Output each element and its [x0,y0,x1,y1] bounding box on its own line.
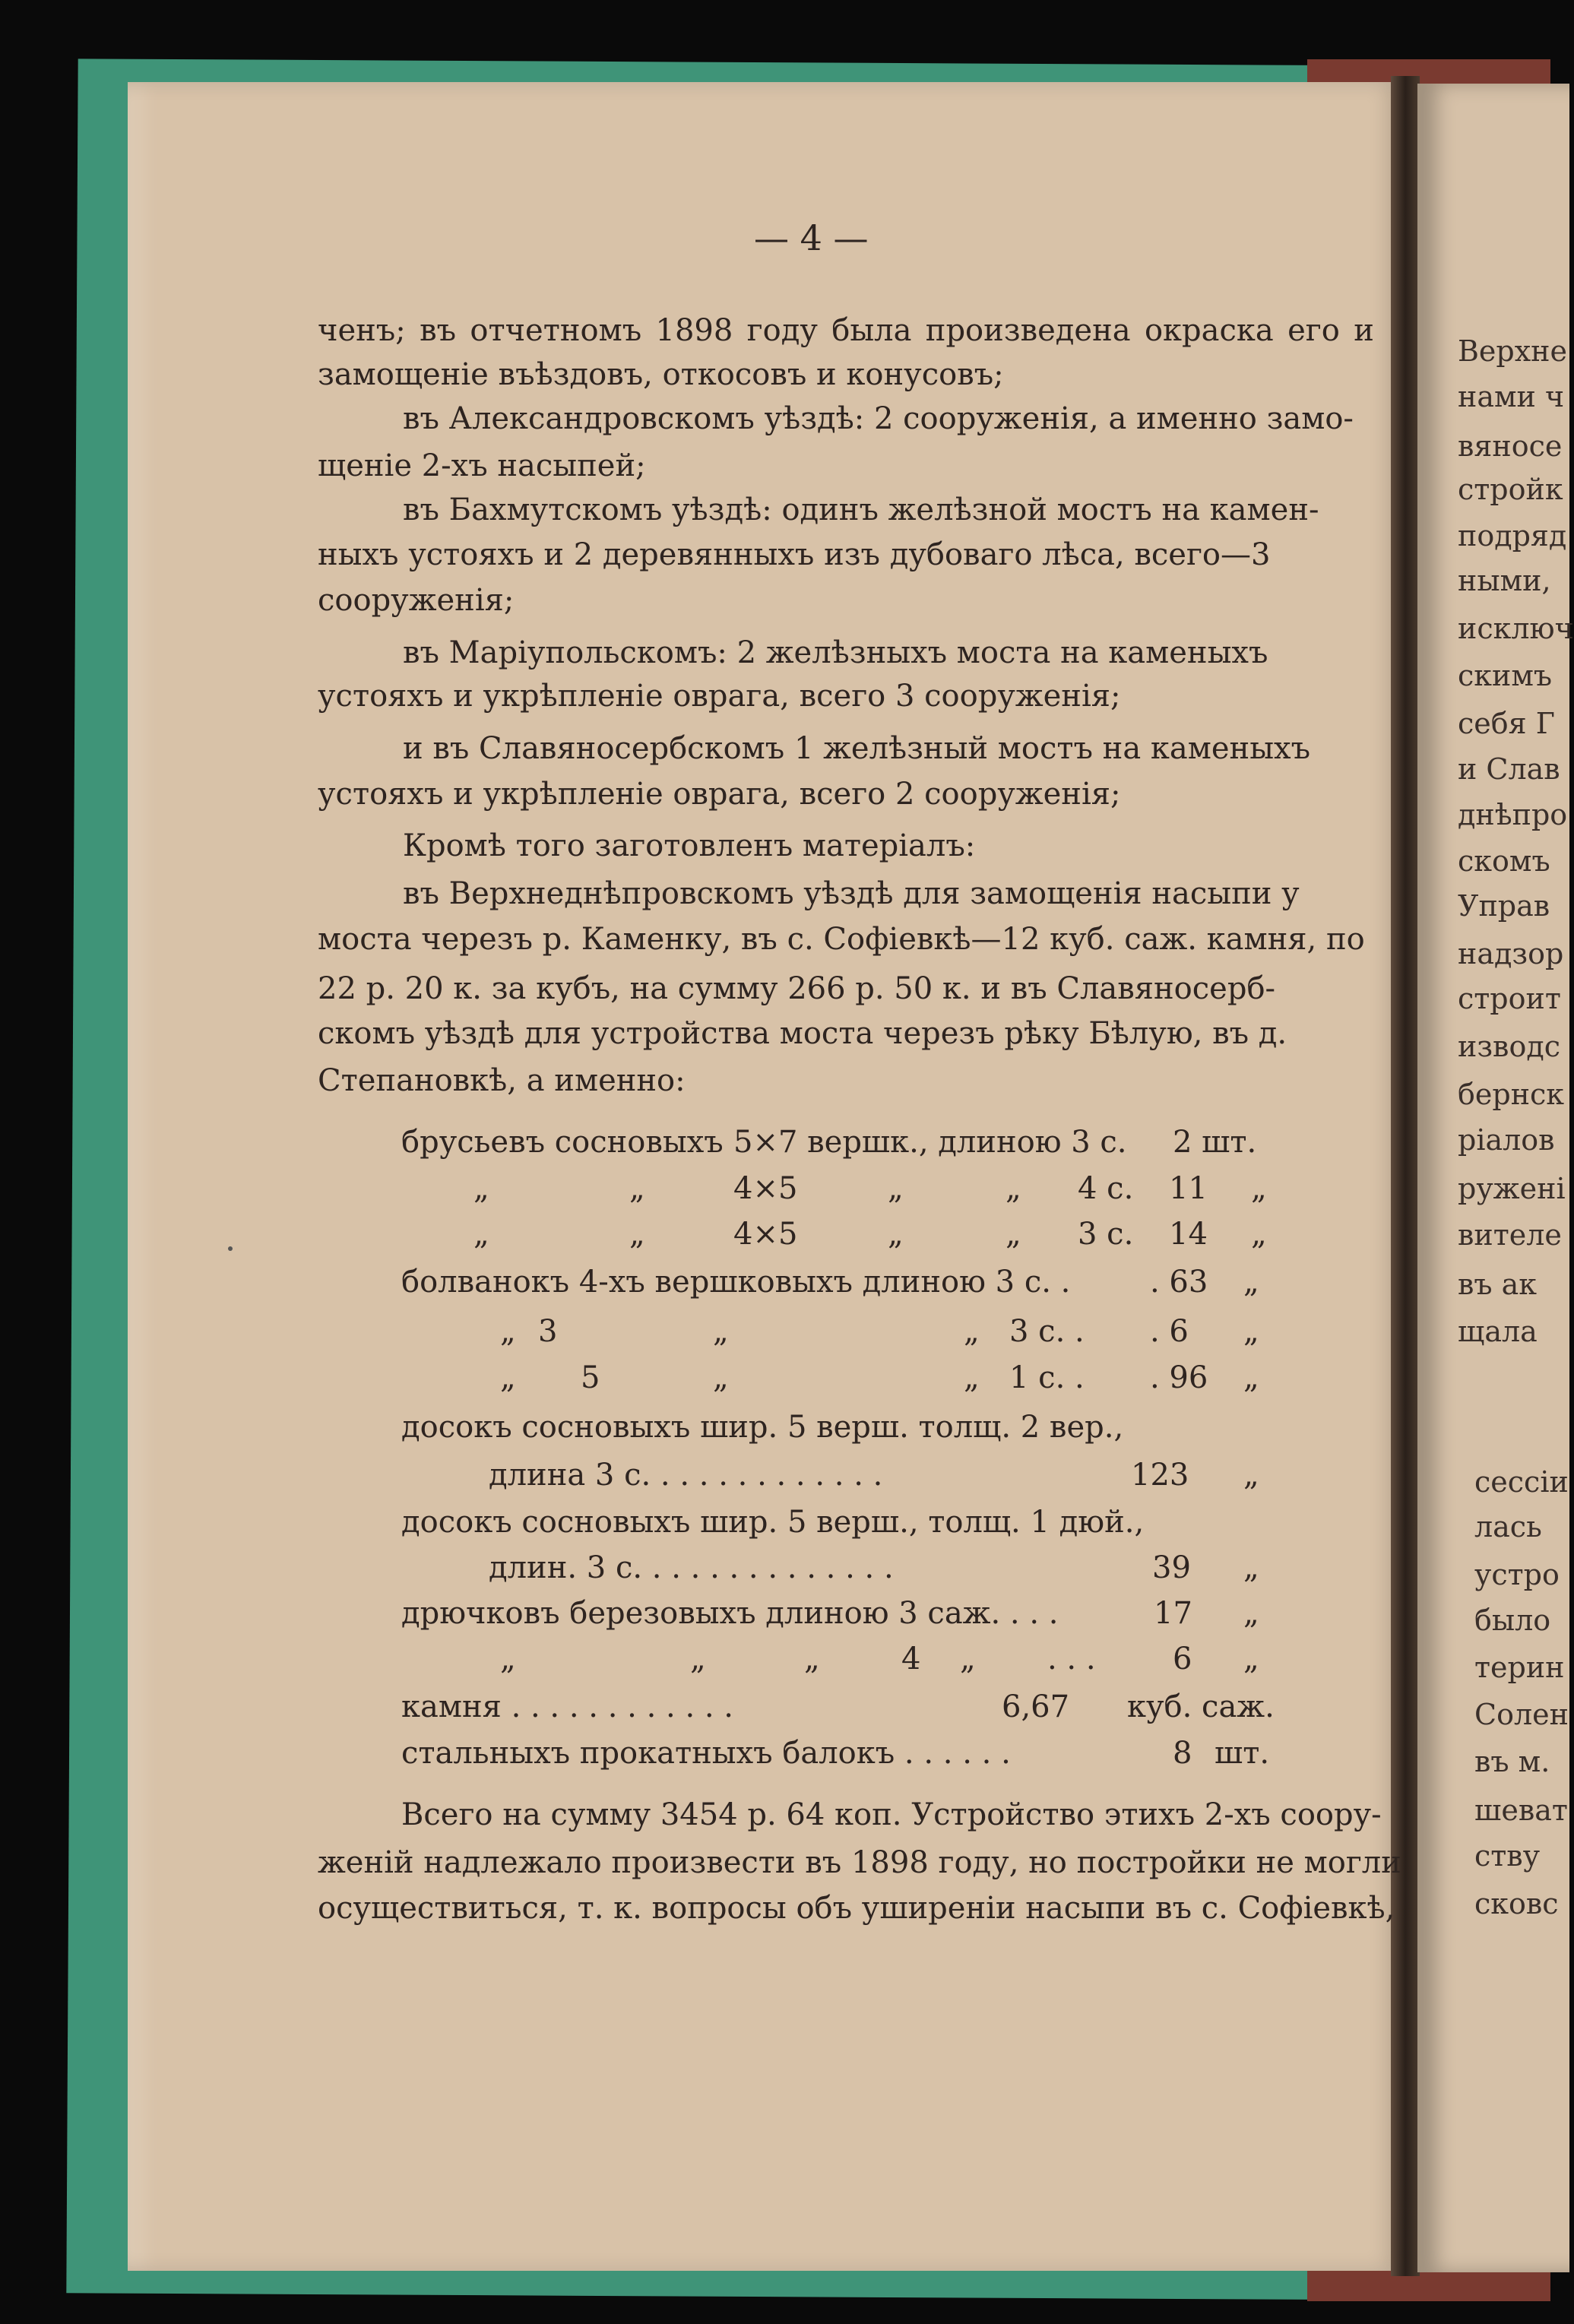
item-name: досокъ сосновыхъ шир. 5 верш. толщ. 2 вер., [401,1410,1124,1445]
ditto-mark: „ [629,1217,645,1252]
item-unit: шт. [1215,1736,1270,1771]
ditto-mark: „ [964,1314,980,1349]
right-page-fragment: терин [1474,1651,1565,1684]
text-line: въ Верхнеднѣпровскомъ уѣздѣ для замощенія насыпи у [403,876,1300,911]
item-length: 4 с. [1078,1171,1134,1206]
right-page-fragment: щала [1458,1315,1538,1348]
right-page-fragment: Верхне [1458,334,1567,368]
item-length: 3 с. . [1009,1314,1085,1349]
item-qty: . 6 [1150,1314,1189,1349]
ditto-mark: „ [713,1360,729,1395]
ditto-mark: „ [713,1314,729,1349]
ditto-mark: „ [1243,1550,1259,1585]
right-page-fragment: скимъ [1458,659,1553,692]
item-name: камня . . . . . . . . . . . . [401,1689,734,1724]
item-qty: 6,67 [1002,1689,1070,1724]
item-qty: 39 [1152,1550,1191,1585]
right-page-fragment: Солен [1474,1698,1569,1731]
right-page-fragment: Управ [1458,889,1550,923]
right-page-fragment: шеват [1474,1794,1568,1827]
text-line: въ Бахмутскомъ уѣздѣ: одинъ желѣзной мостъ на камен- [403,492,1319,527]
ditto-mark: „ [1006,1171,1021,1206]
text-line: замощеніе въѣздовъ, откосовъ и конусовъ; [318,357,1004,392]
word: окраска [1144,313,1274,348]
text-line: щеніе 2-хъ насыпей; [318,448,646,483]
right-page-fragment: лась [1474,1510,1542,1544]
item-name: длин. 3 с. . . . . . . . . . . . . . [489,1550,894,1585]
right-page-fragment: изводс [1458,1030,1561,1063]
ditto-mark: „ [1243,1265,1259,1300]
ditto-mark: „ [888,1217,904,1252]
ditto-mark: „ [1243,1360,1259,1395]
ditto-mark: „ [1243,1314,1259,1349]
item-qty: . 63 [1150,1265,1208,1300]
ditto-mark: „ [1006,1217,1021,1252]
right-page-fragment: себя Г [1458,707,1555,740]
item-qty: 11 [1169,1171,1208,1206]
right-page-fragment: ными, [1458,564,1551,597]
right-page-fragment: въ м. [1474,1745,1550,1778]
item-qty: 8 [1173,1736,1192,1771]
text-line: устояхъ и укрѣпленіе оврага, всего 3 сооруженія; [318,679,1121,714]
word: 1898 [655,313,733,348]
ditto-mark: „ [1251,1171,1267,1206]
item-length: 1 с. . [1009,1360,1085,1395]
right-page-fragment: стройк [1458,473,1563,506]
item-spec: 4 [901,1642,921,1677]
item-name: дрючковъ березовыхъ длиною 3 саж. . . . [401,1596,1059,1631]
text-line: осуществиться, т. к. вопросы объ уширеніи насыпи въ с. Софіевкѣ, [318,1891,1395,1926]
item-spec: 5×7 вершк., длиною 3 с. [733,1125,1127,1160]
word: отчетномъ [470,313,642,348]
text-line: устояхъ и укрѣпленіе оврага, всего 2 сооруженія; [318,777,1121,812]
word: и [1354,313,1374,348]
ditto-mark: „ [964,1360,980,1395]
text-line: Всего на сумму 3454 р. 64 коп. Устройство этихъ 2-хъ соору- [401,1797,1382,1832]
word: въ [420,313,457,348]
text-line: въ Александровскомъ уѣздѣ: 2 сооруженія, а именно замо- [403,401,1354,436]
word: ченъ; [318,313,406,348]
text-line: сооруженія; [318,583,515,618]
right-page-fragment: устро [1474,1558,1560,1591]
item-name: болванокъ 4-хъ вершковыхъ длиною 3 с. . [401,1265,1071,1300]
item-name: досокъ сосновыхъ шир. 5 верш., толщ. 1 дюй., [401,1505,1145,1540]
right-page-fragment: было [1474,1604,1551,1637]
text-line: 22 р. 20 к. за кубъ, на сумму 266 р. 50 к. и въ Славяносерб- [318,971,1276,1006]
right-page-fragment: днѣпро [1458,798,1568,831]
word: была [831,313,912,348]
right-page-fragment: строит [1458,982,1561,1015]
ditto-mark: „ [1243,1596,1259,1631]
ditto-mark: „ [473,1217,489,1252]
text-line: Степановкѣ, а именно: [318,1063,686,1098]
item-length: 3 с. [1078,1217,1134,1252]
text-line: моста черезъ р. Каменку, въ с. Софіевкѣ—12 куб. саж. камня, по [318,922,1365,957]
right-page-fragment: скомъ [1458,844,1550,878]
paper-speck [228,1246,233,1251]
ditto-mark: „ [1243,1458,1259,1493]
right-page-fragment: руженi [1458,1172,1566,1205]
right-page-fragment: исключ [1458,612,1574,645]
ditto-mark: „ [629,1171,645,1206]
word: произведена [925,313,1131,348]
text-line: ныхъ устояхъ и 2 деревянныхъ изъ дубоваго лѣса, всего—3 [318,537,1271,572]
item-qty: . 96 [1150,1360,1208,1395]
text-line: женій надлежало произвести въ 1898 году, но постройки не могли [318,1845,1401,1880]
right-page-fragment: бернск [1458,1078,1565,1111]
item-spec: 4×5 [733,1217,798,1252]
item-qty: 123 [1131,1458,1189,1493]
item-qty: 17 [1154,1596,1192,1631]
item-qty: 6 [1173,1642,1192,1677]
item-unit: куб. саж. [1127,1689,1275,1724]
ditto-mark: „ [690,1642,706,1677]
book-gutter [1391,76,1420,2276]
item-spec: 5 [581,1360,600,1395]
right-page-fragment: нами ч [1458,380,1565,413]
ditto-mark: „ [500,1314,516,1349]
right-page-fragment: надзор [1458,937,1564,970]
right-page-fragment: ріалов [1458,1123,1555,1157]
ditto-mark: „ [1243,1642,1259,1677]
text-line [318,313,1374,348]
text-line: скомъ уѣздѣ для устройства моста черезъ рѣку Бѣлую, въ д. [318,1016,1287,1051]
ditto-mark: „ [500,1642,516,1677]
ditto-mark: „ [804,1642,820,1677]
item-spec: 4×5 [733,1171,798,1206]
ditto-mark: „ [500,1360,516,1395]
right-page-fragment: вяносе [1458,429,1563,463]
word: его [1287,313,1340,348]
item-name: длина 3 с. . . . . . . . . . . . . [489,1458,883,1493]
right-page-fragment: въ ак [1458,1268,1538,1301]
ditto-mark: „ [1251,1217,1267,1252]
item-qty: 14 [1169,1217,1208,1252]
right-page-fragment: ству [1474,1839,1541,1873]
ditto-mark: „ [960,1642,976,1677]
item-dots: . . . [1047,1642,1096,1677]
right-page-fragment: сессіи [1474,1465,1569,1499]
text-line: и въ Славяносербскомъ 1 желѣзный мостъ на каменыхъ [403,731,1311,766]
item-qty: 2 шт. [1173,1125,1257,1160]
right-page-fragment: подряд [1458,519,1567,553]
word: году [746,313,818,348]
text-line: Кромѣ того заготовленъ матеріалъ: [403,828,976,863]
ditto-mark: „ [888,1171,904,1206]
right-page-fragment: сковс [1474,1887,1559,1920]
item-name: брусьевъ сосновыхъ [401,1125,724,1160]
item-name: стальныхъ прокатныхъ балокъ . . . . . . [401,1736,1011,1771]
ditto-mark: „ [473,1171,489,1206]
item-spec: 3 [538,1314,558,1349]
page-number: — 4 — [754,217,869,258]
right-page-fragment: вителе [1458,1218,1562,1252]
right-page-fragment: и Слав [1458,752,1560,786]
text-line: въ Маріупольскомъ: 2 желѣзныхъ моста на каменыхъ [403,635,1268,670]
